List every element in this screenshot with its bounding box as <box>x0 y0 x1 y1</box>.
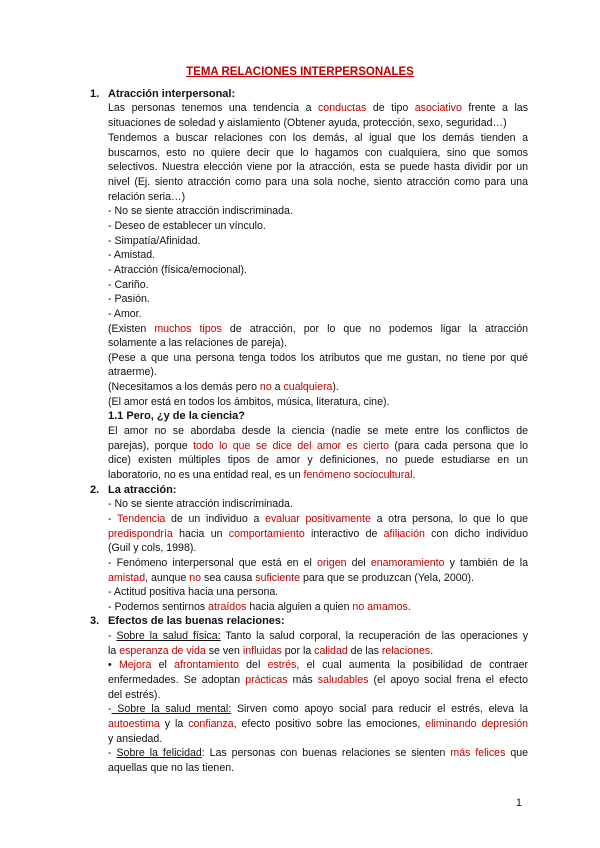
s2-line: (Guil y cols, 1998). <box>108 542 197 554</box>
s2-line: - Fenómeno interpersonal que está en el origen del enamoramiento y también de la <box>108 557 528 569</box>
s1-p1-line: Las personas tenemos una tendencia a conductas de tipo asociativo frente a las <box>108 102 528 114</box>
s1-p2-line: selectivos. Nuestra elección viene por la atracción, esta se puede hasta dividir por un <box>108 161 528 173</box>
s2-line: - No se siente atracción indiscriminada. <box>108 498 293 510</box>
list-item: - Amor. <box>108 308 142 320</box>
s1-p3-line: solamente a las relaciones de pareja). <box>108 337 288 349</box>
s1-p7-line: parejas), porque todo lo que se dice del amor es cierto (para cada persona que lo <box>108 440 529 452</box>
s3-line: • Mejora el afrontamiento del estrés, el cual aumenta la posibilidad de contraer <box>108 659 529 671</box>
s1-p1-line: situaciones de soledad y aislamiento (Obtener ayuda, protección, sexo, seguridad…) <box>108 117 507 129</box>
s1-p2-line: relación seria…) <box>108 191 186 203</box>
s2-line: - Tendencia de un individuo a evaluar positivamente a otra persona, lo que lo que <box>108 513 528 525</box>
list-item: - Atracción (física/emocional). <box>108 264 247 276</box>
section-3-number: 3. <box>90 615 100 627</box>
s3-line: - Sobre la salud física: Tanto la salud corporal, la recuperación de las operaciones y <box>108 630 528 642</box>
s2-line: - Podemos sentirnos atraídos hacia alguien a quien no amamos. <box>108 601 411 613</box>
list-item: - Amistad. <box>108 249 156 261</box>
s2-line: amistad, aunque no sea causa suficiente para que se produzcan (Yela, 2000). <box>108 572 474 584</box>
s1-p4-line: atraerme). <box>108 366 157 378</box>
list-item: - Deseo de establecer un vínculo. <box>108 220 266 232</box>
page-number: 1 <box>516 797 522 809</box>
s1-p2-line: buscarnos, esto no quiere decir que lo hagamos con cualquiera, sino que somos <box>108 147 528 159</box>
s3-line: aquellas que no las tienen. <box>108 762 235 774</box>
s2-line: - Actitud positiva hacia una persona. <box>108 586 279 598</box>
s3-line: y ansiedad. <box>108 733 163 745</box>
subsection-heading: 1.1 Pero, ¿y de la ciencia? <box>108 410 245 422</box>
s3-line: - Sobre la salud mental: Sirven como apoyo social para reducir el estrés, eleva la <box>108 703 528 715</box>
s1-p2-line: Tendemos a buscar relaciones con los demás, al igual que los demás tienden a <box>108 132 528 144</box>
s3-line: del estrés). <box>108 689 161 701</box>
list-item: - Simpatía/Afinidad. <box>108 235 201 247</box>
s1-p4-line: (Pese a que una persona tenga todos los atributos que me gustan, no tiene por qué <box>108 352 528 364</box>
document-title: TEMA RELACIONES INTERPERSONALES <box>186 66 414 78</box>
list-item: - Pasión. <box>108 293 150 305</box>
s1-p6-line: (El amor está en todos los ámbitos, música, literatura, cine). <box>108 396 390 408</box>
s1-p5-line: (Necesitamos a los demás pero no a cualquiera). <box>108 381 339 393</box>
s1-p7-line: El amor no se abordaba desde la ciencia (nadie se mete entre los conflictos de <box>108 425 528 437</box>
section-2-number: 2. <box>90 484 100 496</box>
s1-p7-line: laboratorio, no es una entidad real, es un fenómeno sociocultural. <box>108 469 416 481</box>
section-2-heading: La atracción: <box>108 484 177 496</box>
s3-line: autoestima y la confianza, efecto positivo sobre las emociones, eliminando depresión <box>108 718 528 730</box>
section-1-number: 1. <box>90 88 100 100</box>
list-item: - No se siente atracción indiscriminada. <box>108 205 293 217</box>
list-item: - Cariño. <box>108 279 149 291</box>
section-1-heading: Atracción interpersonal: <box>108 88 236 100</box>
s1-p2-line: nivel (Ej. siento atracción como para una sola noche, siento atracción como para una <box>108 176 528 188</box>
section-3-heading: Efectos de las buenas relaciones: <box>108 615 285 627</box>
s3-line: enfermedades. Se adoptan prácticas más saludables (el apoyo social frena el efecto <box>108 674 528 686</box>
s2-line: predispondría hacia un comportamiento interactivo de afiliación con dicho individuo <box>108 528 528 540</box>
s1-p3-line: (Existen muchos tipos de atracción, por lo que no podemos ligar la atracción <box>108 323 528 335</box>
s3-line: - Sobre la felicidad: Las personas con buenas relaciones se sienten más felices que <box>108 747 528 759</box>
s1-p7-line: dice) existen múltiples tipos de amor y definiciones, no puede estudiarse en un <box>108 454 528 466</box>
s3-line: la esperanza de vida se ven influidas por la calidad de las relaciones. <box>108 645 434 657</box>
